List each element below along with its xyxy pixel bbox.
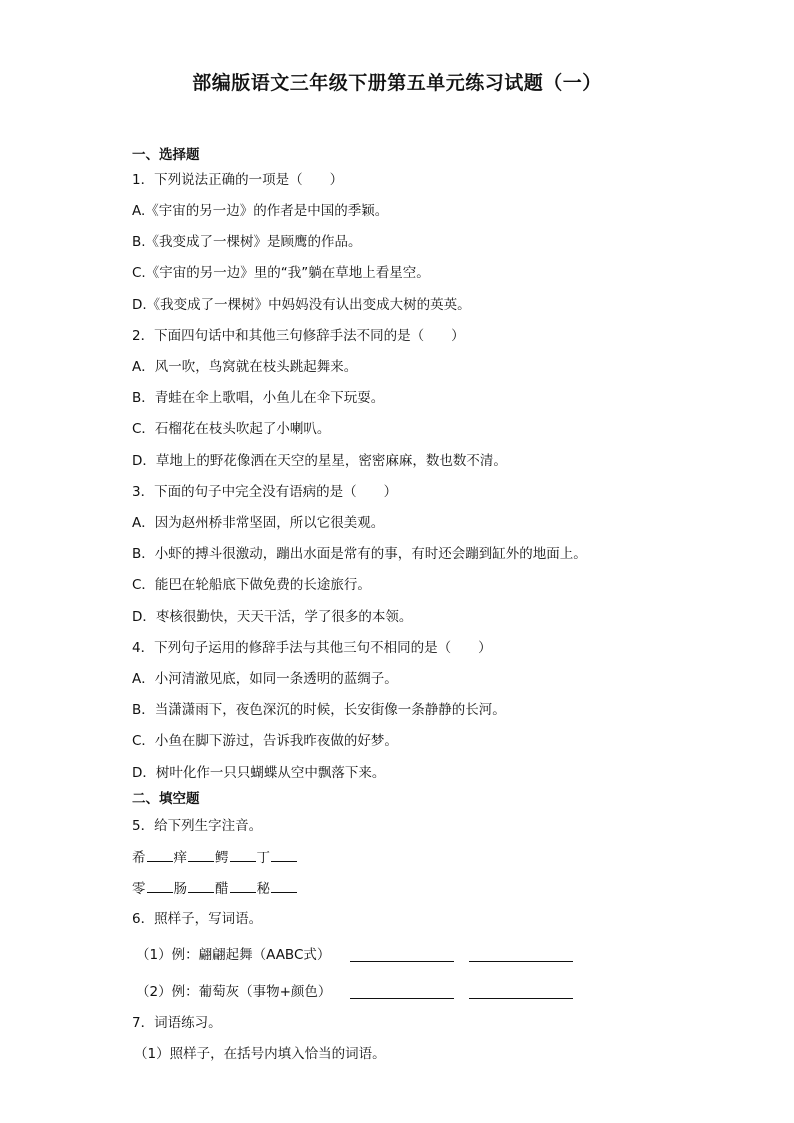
question-7-sub-1: （1）照样子，在括号内填入恰当的词语。 [134,1046,386,1062]
question-3-option-d: D．枣核很勤快，天天干活，学了很多的本领。 [132,609,413,625]
question-2-stem: 2．下面四句话中和其他三句修辞手法不同的是（ ） [132,328,465,344]
pinyin-row-1 [132,848,298,867]
question-1-option-d: D.《我变成了一棵树》中妈妈没有认出变成大树的英英。 [132,297,471,313]
question-2-option-a: A．风一吹，鸟窝就在枝头跳起舞来。 [132,359,358,375]
pinyin-char: 醋 [215,881,229,897]
question-7-stem: 7．词语练习。 [132,1015,222,1031]
question-1-option-a: A.《宇宙的另一边》的作者是中国的季颖。 [132,203,389,219]
pinyin-blank[interactable] [271,879,297,893]
pinyin-blank[interactable] [271,848,297,862]
pinyin-char: 丁 [256,850,270,866]
pinyin-char: 痒 [173,850,187,866]
pinyin-row-2 [132,879,298,898]
page-title: 部编版语文三年级下册第五单元练习试题（一） [192,72,602,94]
pinyin-char: 鳄 [215,850,229,866]
question-2-option-b: B．青蛙在伞上歌唱，小鱼儿在伞下玩耍。 [132,390,385,406]
question-6-example-1: （1）例：翩翩起舞（AABC式） [136,947,331,963]
question-4-stem: 4．下列句子运用的修辞手法与其他三句不相同的是（ ） [132,640,492,656]
section-heading-choice: 一、选择题 [132,147,200,163]
pinyin-char: 肠 [173,881,187,897]
pinyin-blank[interactable] [230,879,256,893]
question-1-option-b: B.《我变成了一棵树》是顾鹰的作品。 [132,234,362,250]
pinyin-char: 秘 [256,881,270,897]
question-4-option-d: D．树叶化作一只只蝴蝶从空中飘落下来。 [132,765,386,781]
question-3-option-b: B．小虾的搏斗很激动，蹦出水面是常有的事，有时还会蹦到缸外的地面上。 [132,546,587,562]
answer-blank[interactable] [469,961,573,962]
question-4-option-c: C．小鱼在脚下游过，告诉我昨夜做的好梦。 [132,733,398,749]
question-5-stem: 5．给下列生字注音。 [132,818,263,834]
pinyin-blank[interactable] [230,848,256,862]
question-2-option-c: C．石榴花在枝头吹起了小喇叭。 [132,421,331,437]
question-2-option-d: D．草地上的野花像洒在天空的星星，密密麻麻，数也数不清。 [132,453,507,469]
pinyin-blank[interactable] [188,879,214,893]
answer-blank[interactable] [469,998,573,999]
answer-blank[interactable] [350,998,454,999]
question-6-example-2: （2）例：葡萄灰（事物+颜色） [136,984,332,1000]
question-3-option-a: A．因为赵州桥非常坚固，所以它很美观。 [132,515,385,531]
question-4-option-b: B．当潇潇雨下，夜色深沉的时候，长安街像一条静静的长河。 [132,702,506,718]
question-6-stem: 6．照样子，写词语。 [132,911,263,927]
pinyin-char: 零 [132,881,146,897]
question-1-stem: 1．下列说法正确的一项是（ ） [132,172,344,188]
question-4-option-a: A．小河清澈见底，如同一条透明的蓝绸子。 [132,671,398,687]
answer-blank[interactable] [350,961,454,962]
question-3-stem: 3．下面的句子中完全没有语病的是（ ） [132,484,398,500]
question-3-option-c: C．能巴在轮船底下做免费的长途旅行。 [132,577,371,593]
pinyin-blank[interactable] [147,879,173,893]
section-heading-fill: 二、填空题 [132,791,200,807]
question-1-option-c: C.《宇宙的另一边》里的“我”躺在草地上看星空。 [132,265,430,281]
pinyin-blank[interactable] [188,848,214,862]
pinyin-char: 希 [132,850,146,866]
pinyin-blank[interactable] [147,848,173,862]
